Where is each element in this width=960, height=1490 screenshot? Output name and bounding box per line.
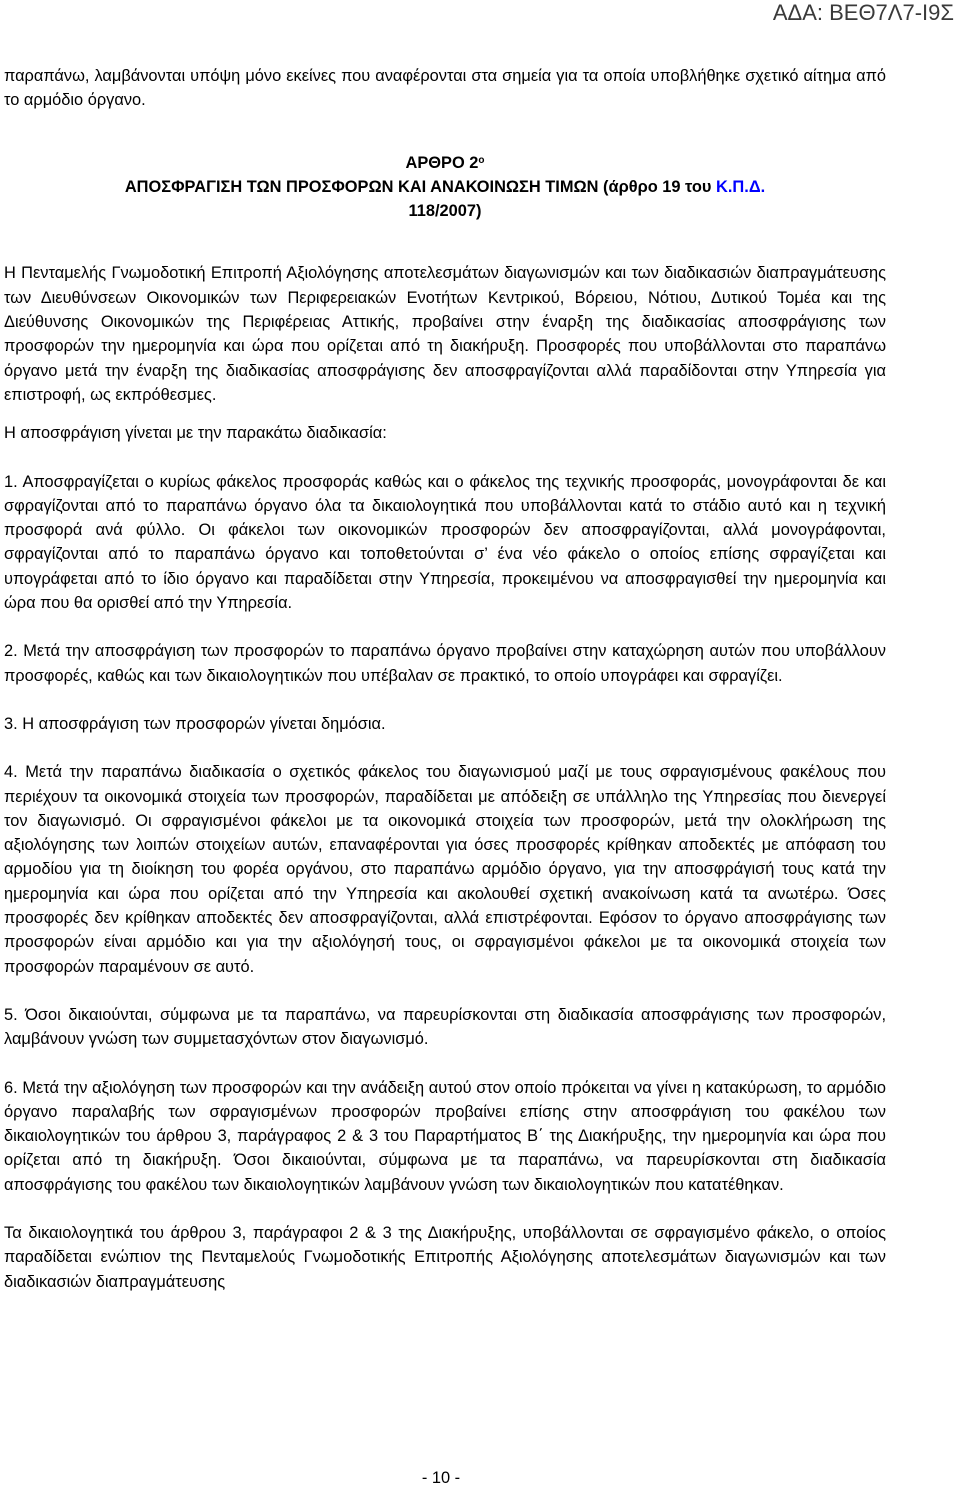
article-title-text: ΑΡΘΡΟ 2 <box>405 153 479 172</box>
documents-paragraph: Τα δικαιολογητικά του άρθρου 3, παράγραφοι 2 & 3 της Διακήρυξης, υποβάλλονται σε σφραγισμένο φάκελο, ο οποίος παραδίδεται ενώπιον της Πενταμελούς Γνωμοδοτικής Επιτροπής Αξιολόγησης αποτελεσμάτων διαγωνισμών και των διαδικασιών διαπραγμάτευσης <box>4 1223 886 1291</box>
committee-paragraph: Η Πενταμελής Γνωμοδοτική Επιτροπή Αξιολόγησης αποτελεσμάτων διαγωνισμών και των διαδικασιών διαπραγμάτευσης των Διευθύνσεων Οικονομικών των Περιφερειακών Ενοτήτων Κεντρικού, Βόρειου, Νότιου, Δυτικού Τομέα και της Διεύθυνσης Οικονομικών της Περιφέρειας Αττικής, προβαίνει στην έναρξη της διαδικασίας αποσφράγισης των προσφορών την ημερομηνία και ώρα που ορίζεται από τη διακήρυξη. Προσφορές που υποβάλλονται στο παραπάνω όργανο μετά την έναρξη της διαδικασίας αποσφράγισης δεν αποσφραγίζονται αλλά παραδίδονται στην Υπηρεσία για επιστροφή, ως εκπρόθεσμες. <box>4 264 886 404</box>
article-title-sup: ο <box>478 154 485 166</box>
kpd-link[interactable]: Κ.Π.Δ. <box>716 177 766 196</box>
list-item-3: 3. Η αποσφράγιση των προσφορών γίνεται δημόσια. <box>4 714 386 733</box>
list-item-6: 6. Μετά την αξιολόγηση των προσφορών και την ανάδειξη αυτού στον οποίο πρόκειται να γίνει η κατακύρωση, το αρμόδιο όργανο παραλαβής των σφραγισμένων προσφορών προβαίνει επίσης στην αποσφράγιση του φακέλου των δικαιολογητικών του άρθρου 3, παράγραφος 2 & 3 του Παραρτήματος Β΄ της Διακήρυξης, την ημερομηνία και ώρα που ορίζεται από τη διακήρυξη. Όσοι δικαιούνται, σύμφωνα με τα παραπάνω, να παρευρίσκονται στη διαδικασία αποσφράγισης του φακέλου των δικαιολογητικών λαμβάνουν γνώση των δικαιολογητικών που κατατέθηκαν. <box>4 1078 886 1194</box>
article-subtitle-cont: 118/2007) <box>408 202 482 221</box>
list-item-1: 1. Αποσφραγίζεται ο κυρίως φάκελος προσφοράς καθώς και ο φάκελος της τεχνικής προσφοράς, μονογράφονται δε και σφραγίζονται από το παραπάνω όργανο όλα τα δικαιολογητικά που υποβάλλονται κατά το στάδιο αυτό και η τεχνική προσφορά ανά φύλλο. Οι φάκελοι των οικονομικών προσφορών δεν αποσφραγίζονται, αλλά μονογράφονται, σφραγίζονται από το παραπάνω όργανο και τοποθετούνται σ’ ένα νέο φάκελο ο οποίος επίσης σφραγίζεται και υπογράφεται από το ίδιο όργανο και παραδίδεται στην Υπηρεσία, προκειμένου να αποσφραγισθεί την ημερομηνία και ώρα που θα ορισθεί από την Υπηρεσία. <box>4 472 886 613</box>
article-subtitle <box>4 175 886 199</box>
page-number: - 10 - <box>421 1469 461 1487</box>
article-subtitle-text: ΑΠΟΣΦΡΑΓΙΣΗ ΤΩΝ ΠΡΟΣΦΟΡΩΝ ΚΑΙ ΑΝΑΚΟΙΝΩΣΗ ΤΙΜΩΝ (άρθρο 19 του <box>124 177 717 196</box>
article-title <box>4 151 886 175</box>
list-item-2: 2. Μετά την αποσφράγιση των προσφορών το παραπάνω όργανο προβαίνει στην καταχώρηση αυτών που υποβάλλουν προσφορές, καθώς και των δικαιολογητικών που υπέβαλαν σε πρακτικό, το οποίο υπογράφει και σφραγίζει. <box>4 642 886 685</box>
ada-code: ΑΔΑ: ΒΕΘ7Λ7-Ι9Σ <box>772 0 954 25</box>
intro-paragraph: παραπάνω, λαμβάνονται υπόψη μόνο εκείνες που αναφέρονται στα σημεία για τα οποία υποβλήθηκε σχετικό αίτημα από το αρμόδιο όργανο. <box>4 67 886 110</box>
procedure-intro: Η αποσφράγιση γίνεται με την παρακάτω διαδικασία: <box>4 424 387 443</box>
list-item-4: 4. Μετά την παραπάνω διαδικασία ο σχετικός φάκελος του διαγωνισμού μαζί με τους σφραγισμένους φακέλους που περιέχουν τα οικονομικά στοιχεία των προσφορών, παραδίδεται με απόδειξη σε υπάλληλο της Υπηρεσίας που διενεργεί τον διαγωνισμό. Οι σφραγισμένοι φάκελοι με τα οικονομικά στοιχεία των προσφορών, μετά την ολοκλήρωση της αξιολόγησης των λοιπών στοιχείων αυτών, επαναφέρονται για όσες προσφορές κρίθηκαν αποδεκτές με απόφαση του αρμοδίου για τη διοίκηση του φορέα οργάνου, στο παραπάνω αρμόδιο όργανο, για την αποσφράγισή τους κατά την ημερομηνία και ώρα που ορίζεται από την Υπηρεσία και ακολουθεί σχετική ανακοίνωση κατά τα ανωτέρω. Όσες προσφορές δεν κρίθηκαν αποδεκτές δεν αποσφραγίζονται, αλλά επιστρέφονται. Εφόσον το όργανο αποσφράγισης των προσφορών είναι αρμόδιο και για την αξιολόγησή τους, οι σφραγισμένοι φάκελοι με τα οικονομικά στοιχεία των προσφορών παραμένουν σε αυτό. <box>4 763 886 976</box>
list-item-5: 5. Όσοι δικαιούνται, σύμφωνα με τα παραπάνω, να παρευρίσκονται στη διαδικασία αποσφράγισης των προσφορών, λαμβάνουν γνώση των συμμετασχόντων στον διαγωνισμό. <box>4 1005 886 1049</box>
document-body <box>4 64 886 1294</box>
